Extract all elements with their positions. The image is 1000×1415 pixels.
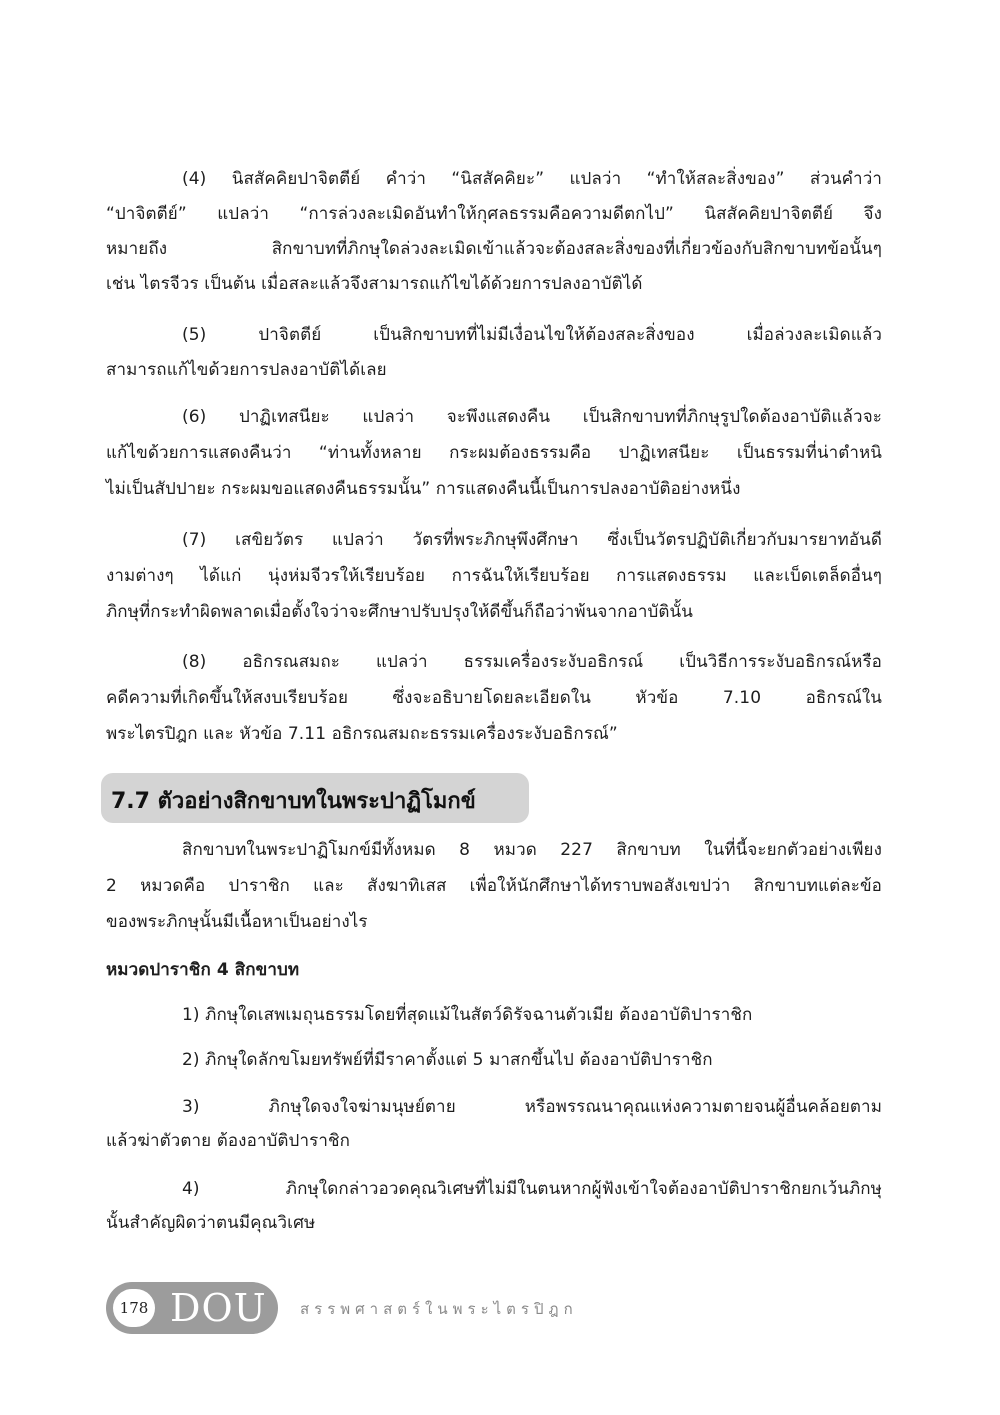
paragraph-5 [106, 323, 882, 383]
paragraph-line: สามารถแก้ไขด้วยการปลงอาบัติได้เลย [106, 360, 387, 380]
paragraph-4 [106, 167, 882, 294]
paragraph-line: 2 หมวดคือ ปาราชิก และ สังฆาทิเสส เพื่อให้นักศึกษาได้ทราบพอสังเขปว่า สิกขาบทแต่ละข้อ [106, 876, 882, 896]
rule-2 [106, 1048, 882, 1074]
subheading: หมวดปาราชิก 4 สิกขาบท [106, 960, 300, 980]
rule-line: 4) ภิกษุใดกล่าวอวดคุณวิเศษที่ไม่มีในตนหากผู้ฟังเข้าใจต้องอาบัติปาราชิกยกเว้นภิกษุ [182, 1179, 882, 1199]
paragraph-line: “ปาจิตตีย์” แปลว่า “การล่วงละเมิดอันทำให้กุศลธรรมคือความดีตกไป” นิสสัคคิยปาจิตตีย์ จึง [106, 204, 882, 224]
paragraph-line: พระไตรปิฎก และ หัวข้อ 7.11 อธิกรณสมถะธรรมเครื่องระงับอธิกรณ์” [106, 724, 618, 744]
paragraph-line: (8) อธิกรณสมถะ แปลว่า ธรรมเครื่องระงับอธิกรณ์ เป็นวิธีการระงับอธิกรณ์หรือ [182, 652, 882, 672]
section-heading-box [101, 773, 529, 823]
rule-4 [106, 1177, 882, 1237]
paragraph-6 [106, 405, 882, 501]
paragraph-line: (6) ปาฏิเทสนียะ แปลว่า จะพึงแสดงคืน เป็นสิกขาบทที่ภิกษุรูปใดต้องอาบัติแล้วจะ [182, 407, 882, 427]
footer-book-title: สรรพศาสตร์ในพระไตรปิฎก [300, 1300, 578, 1318]
paragraph-line: ไม่เป็นสัปปายะ กระผมขอแสดงคืนธรรมนั้น” การแสดงคืนนี้เป็นการปลงอาบัติอย่างหนึ่ง [106, 479, 741, 499]
rule-line: นั้นสำคัญผิดว่าตนมีคุณวิเศษ [106, 1213, 316, 1233]
rule-3 [106, 1095, 882, 1155]
section-heading: 7.7 ตัวอย่างสิกขาบทในพระปาฏิโมกข์ [111, 789, 476, 814]
rule-line: 2) ภิกษุใดลักขโมยทรัพย์ที่มีราคาตั้งแต่ 5 มาสกขึ้นไป ต้องอาบัติปาราชิก [182, 1050, 713, 1070]
paragraph-line: (5) ปาจิตตีย์ เป็นสิกขาบทที่ไม่มีเงื่อนไขให้ต้องสละสิ่งของ เมื่อล่วงละเมิดแล้ว [182, 325, 882, 345]
paragraph-line: แก้ไขด้วยการแสดงคืนว่า “ท่านทั้งหลาย กระผมต้องธรรมคือ ปาฏิเทสนียะ เป็นธรรมที่น่าตำหนิ [106, 443, 882, 463]
paragraph-line: คดีความที่เกิดขึ้นให้สงบเรียบร้อย ซึ่งจะอธิบายโดยละเอียดใน หัวข้อ 7.10 อธิกรณ์ใน [106, 688, 882, 708]
footer-brand-logo: DOU [170, 1286, 267, 1330]
page-number: 178 [113, 1289, 155, 1327]
paragraph-8 [106, 650, 882, 746]
paragraph-line: (4) นิสสัคคิยปาจิตตีย์ คำว่า “นิสสัคคิยะ” แปลว่า “ทำให้สละสิ่งของ” ส่วนคำว่า [182, 169, 882, 189]
paragraph-line: หมายถึง สิกขาบทที่ภิกษุใดล่วงละเมิดเข้าแล้วจะต้องสละสิ่งของที่เกี่ยวข้องกับสิกขาบทข้อนั้นๆ [106, 239, 882, 259]
paragraph-line: ของพระภิกษุนั้นมีเนื้อหาเป็นอย่างไร [106, 912, 368, 932]
paragraph-line: งามต่างๆ ได้แก่ นุ่งห่มจีวรให้เรียบร้อย การฉันให้เรียบร้อย การแสดงธรรม และเบ็ดเตล็ดอื่นๆ [106, 566, 882, 586]
paragraph-line: สิกขาบทในพระปาฏิโมกข์มีทั้งหมด 8 หมวด 227 สิกขาบท ในที่นี้จะยกตัวอย่างเพียง [182, 840, 882, 860]
section-intro [106, 838, 882, 934]
rule-line: 1) ภิกษุใดเสพเมถุนธรรมโดยที่สุดแม้ในสัตว์ดิรัจฉานตัวเมีย ต้องอาบัติปาราชิก [182, 1005, 753, 1025]
rule-line: แล้วฆ่าตัวตาย ต้องอาบัติปาราชิก [106, 1131, 351, 1151]
rule-1 [106, 1003, 882, 1029]
subheading-block [106, 958, 882, 984]
rule-line: 3) ภิกษุใดจงใจฆ่ามนุษย์ตาย หรือพรรณนาคุณแห่งความตายจนผู้อื่นคล้อยตาม [182, 1097, 882, 1117]
paragraph-line: (7) เสขิยวัตร แปลว่า วัตรที่พระภิกษุพึงศึกษา ซึ่งเป็นวัตรปฏิบัติเกี่ยวกับมารยาทอันดี [182, 530, 882, 550]
paragraph-line: ภิกษุที่กระทำผิดพลาดเมื่อตั้งใจว่าจะศึกษาปรับปรุงให้ดีขึ้นก็ถือว่าพ้นจากอาบัตินั้น [106, 602, 693, 622]
paragraph-line: เช่น ไตรจีวร เป็นต้น เมื่อสละแล้วจึงสามารถแก้ไขได้ด้วยการปลงอาบัติได้ [106, 274, 643, 294]
paragraph-7 [106, 528, 882, 624]
